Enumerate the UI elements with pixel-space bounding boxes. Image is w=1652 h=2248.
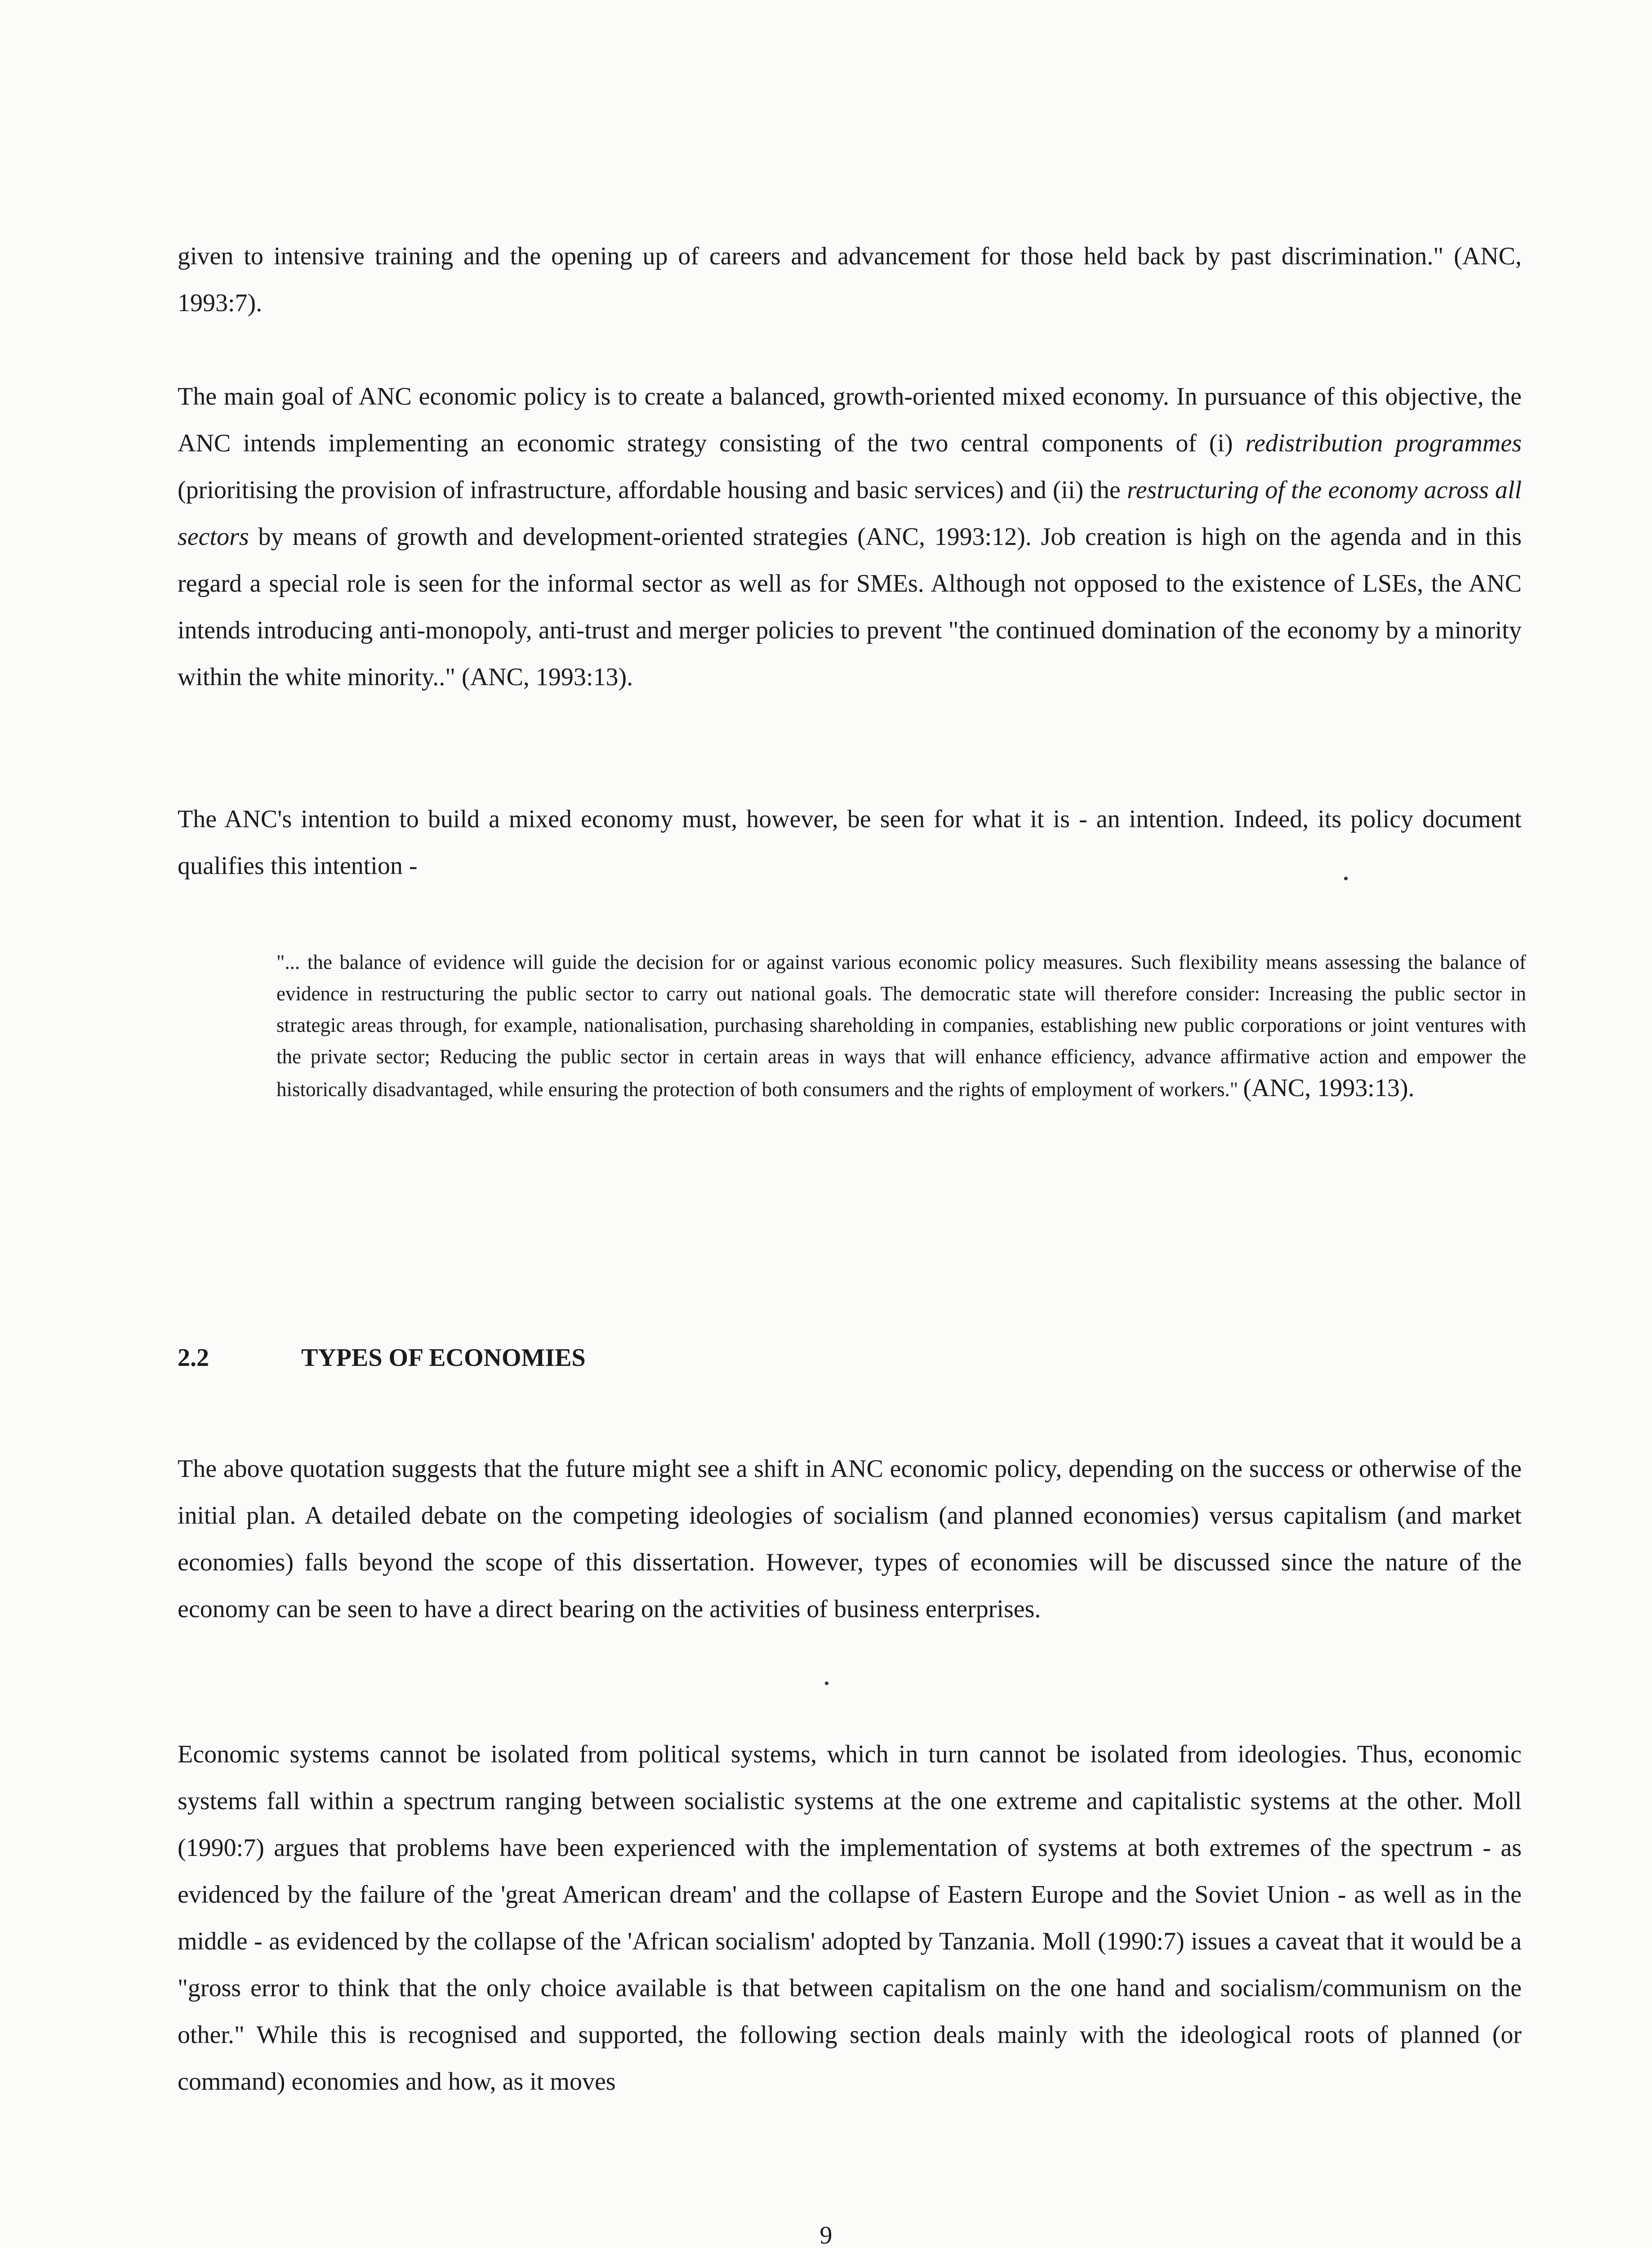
section-title: TYPES OF ECONOMIES — [301, 1344, 586, 1372]
paragraph-economic-systems: Economic systems cannot be isolated from political systems, which in turn cannot be isolated from ideologies. Thus, economic systems fall within a spectrum ranging between socialistic systems at the one extreme and capitalistic systems at the other. Moll (1990:7) argues that problems have been experienced with the implementation of systems at both extremes of the spectrum - as evidenced by the failure of the 'great American dream' and the collapse of Eastern Europe and the Soviet Union - as well as in the middle - as evidenced by the collapse of the 'African socialism' adopted by Tanzania. Moll (1990:7) issues a caveat that it would be a "gross error to think that the only choice available is that between capitalism on the one hand and socialism/communism on the other." While this is recognised and supported, the following section deals mainly with the ideological roots of planned (or command) economies and how, as it moves — [178, 1740, 1522, 2096]
section-heading — [178, 1340, 1522, 1376]
italic-term: redistribution programmes — [1245, 429, 1522, 457]
quote-citation: (ANC, 1993:13). — [1243, 1074, 1415, 1102]
paragraph-text: The main goal of ANC economic policy is to create a balanced, growth-oriented mixed economy. In pursuance of this objective, the ANC intends implementing an economic strategy consisting of the two central components of (i) — [178, 383, 1522, 457]
scan-speck — [1344, 877, 1348, 880]
paragraph-anc-economic-policy — [178, 373, 1522, 700]
paragraph-continuation: given to intensive training and the opening up of careers and advancement for those held back by past discrimination." (ANC, 1993:7). — [178, 242, 1522, 317]
paragraph-mixed-economy-intention: The ANC's intention to build a mixed economy must, however, be seen for what it is - an intention. Indeed, its policy document qualifies this intention - — [178, 805, 1522, 880]
italic-term: restructuring of the economy across all sectors — [178, 476, 1522, 551]
section-number: 2.2 — [178, 1344, 209, 1372]
paragraph-text: (prioritising the provision of infrastructure, affordable housing and basic services) and (ii) the — [178, 476, 1127, 504]
quote-text: "... the balance of evidence will guide the decision for or against various economic policy measures. Such flexibility means assessing the balance of evidence in restructuring the public sector to carry out national goals. The democratic state will therefore consider: Increasing the public sector in strategic areas through, for example, nationalisation, purchasing shareholding in companies, establishing new public corporations or joint ventures with the private sector; Reducing the public sector in certain areas in ways that will enhance efficiency, advance affirmative action and empower the historically disadvantaged, while ensuring the protection of both consumers and the rights of employment of workers." — [276, 951, 1526, 1101]
page-number: 9 — [819, 2221, 833, 2248]
paragraph-text: by means of growth and development-oriented strategies (ANC, 1993:12). Job creation is high on the agenda and in this regard a special role is seen for the informal sector as well as for SMEs. Although not opposed to the existence of LSEs, the ANC intends introducing anti-monopoly, anti-trust and merger policies to prevent "the continued domination of the economy by a minority within the white minority.." (ANC, 1993:13). — [178, 523, 1522, 691]
block-quote — [276, 946, 1526, 1105]
scan-speck — [825, 1682, 828, 1685]
paragraph-types-of-economies: The above quotation suggests that the future might see a shift in ANC economic policy, depending on the success or otherwise of the initial plan. A detailed debate on the competing ideologies of socialism (and planned economies) versus capitalism (and market economies) falls beyond the scope of this dissertation. However, types of economies will be discussed since the nature of the economy can be seen to have a direct bearing on the activities of business enterprises. — [178, 1455, 1522, 1623]
